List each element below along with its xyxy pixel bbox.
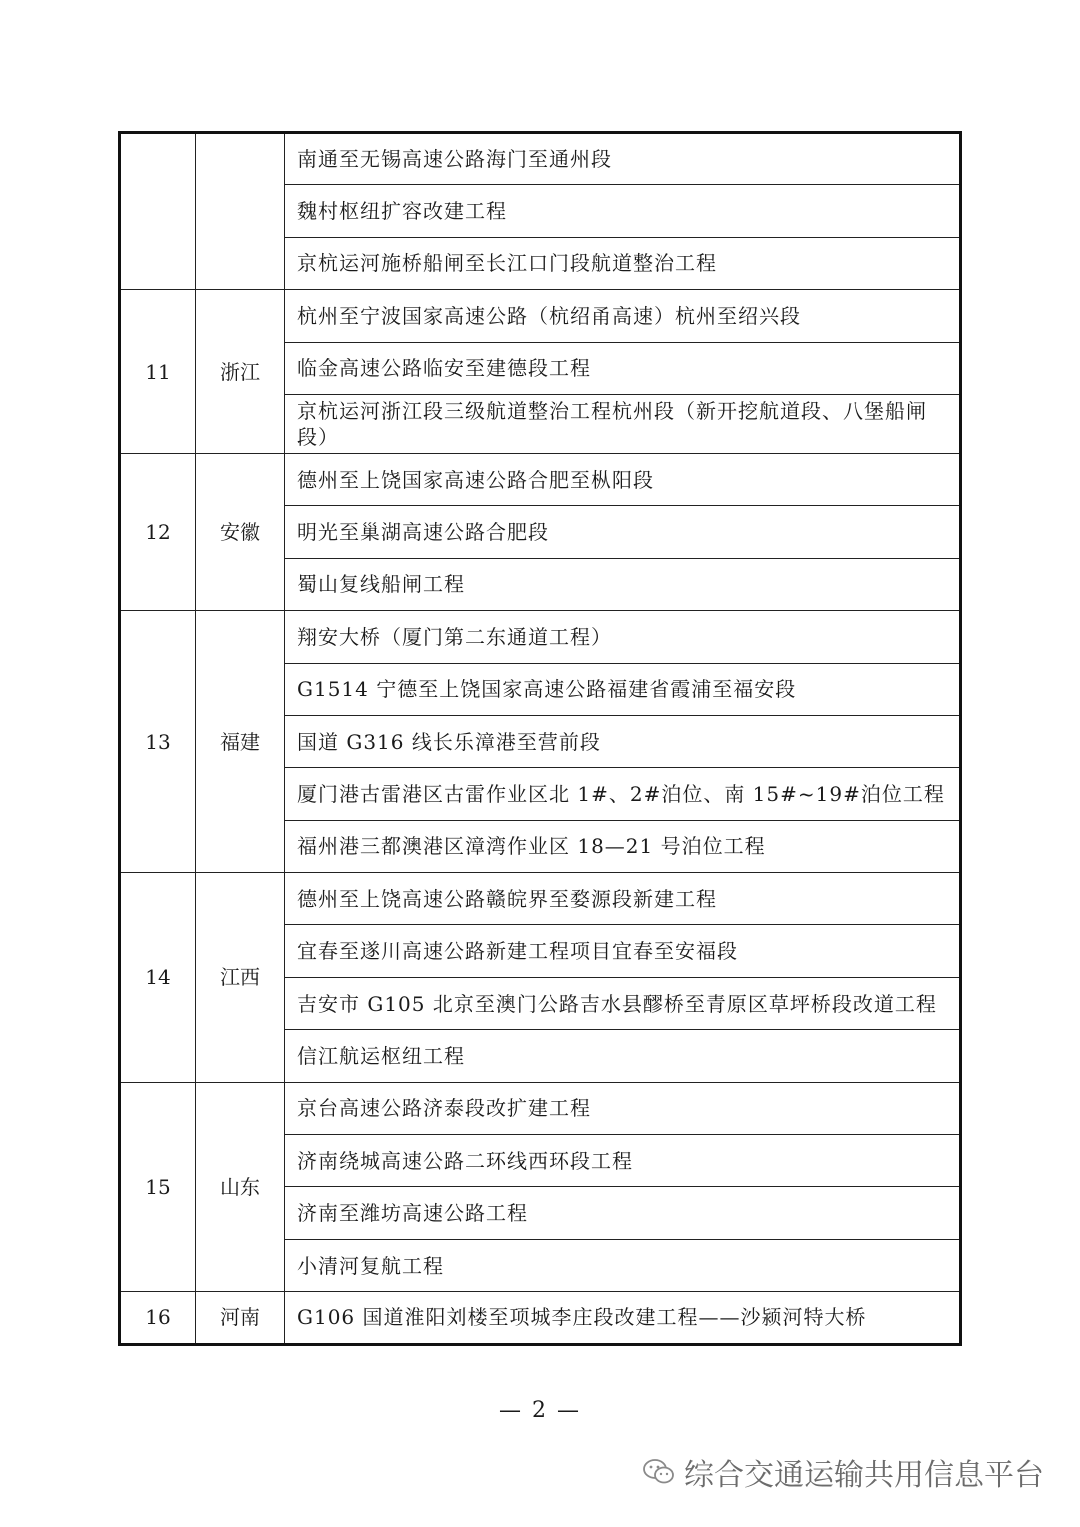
province-cell: 江西 bbox=[196, 873, 285, 1083]
row-number-cell: 13 bbox=[120, 611, 196, 873]
projects-table bbox=[118, 131, 962, 1346]
project-name-cell: 国道 G316 线长乐漳港至营前段 bbox=[285, 715, 961, 767]
table-body bbox=[120, 133, 961, 1345]
province-cell: 山东 bbox=[196, 1082, 285, 1292]
project-name-cell: 翔安大桥（厦门第二东通道工程） bbox=[285, 611, 961, 663]
project-name-cell: 南通至无锡高速公路海门至通州段 bbox=[285, 133, 961, 185]
project-name-cell: 小清河复航工程 bbox=[285, 1239, 961, 1291]
table-row bbox=[120, 873, 961, 925]
province-cell bbox=[196, 133, 285, 290]
project-name-cell: 明光至巢湖高速公路合肥段 bbox=[285, 506, 961, 558]
project-name-cell: 德州至上饶高速公路赣皖界至婺源段新建工程 bbox=[285, 873, 961, 925]
project-name-cell: 信江航运枢纽工程 bbox=[285, 1030, 961, 1082]
province-cell: 浙江 bbox=[196, 290, 285, 454]
project-name-cell: 福州港三都澳港区漳湾作业区 18—21 号泊位工程 bbox=[285, 820, 961, 872]
row-number-cell: 12 bbox=[120, 453, 196, 610]
wechat-icon bbox=[642, 1457, 676, 1487]
project-name-cell: 宜春至遂川高速公路新建工程项目宜春至安福段 bbox=[285, 925, 961, 977]
project-name-cell: G106 国道淮阳刘楼至项城李庄段改建工程——沙颍河特大桥 bbox=[285, 1292, 961, 1344]
project-name-cell: 京杭运河施桥船闸至长江口门段航道整治工程 bbox=[285, 237, 961, 289]
project-name-cell: 京杭运河浙江段三级航道整治工程杭州段（新开挖航道段、八堡船闸段） bbox=[285, 394, 961, 453]
table-row bbox=[120, 1082, 961, 1134]
project-name-cell: G1514 宁德至上饶国家高速公路福建省霞浦至福安段 bbox=[285, 663, 961, 715]
row-number-cell bbox=[120, 133, 196, 290]
table-row bbox=[120, 290, 961, 342]
table-row bbox=[120, 453, 961, 505]
project-name-cell: 厦门港古雷港区古雷作业区北 1#、2#泊位、南 15#~19#泊位工程 bbox=[285, 768, 961, 820]
row-number-cell: 11 bbox=[120, 290, 196, 454]
project-name-cell: 临金高速公路临安至建德段工程 bbox=[285, 342, 961, 394]
page-number: — 2 — bbox=[499, 1398, 581, 1423]
project-name-cell: 吉安市 G105 北京至澳门公路吉水县醪桥至青原区草坪桥段改道工程 bbox=[285, 977, 961, 1029]
project-name-cell: 京台高速公路济泰段改扩建工程 bbox=[285, 1082, 961, 1134]
table-row bbox=[120, 133, 961, 185]
row-number-cell: 16 bbox=[120, 1292, 196, 1344]
row-number-cell: 14 bbox=[120, 873, 196, 1083]
table-row bbox=[120, 1292, 961, 1344]
project-name-cell: 杭州至宁波国家高速公路（杭绍甬高速）杭州至绍兴段 bbox=[285, 290, 961, 342]
province-cell: 河南 bbox=[196, 1292, 285, 1344]
table-row bbox=[120, 611, 961, 663]
project-name-cell: 魏村枢纽扩容改建工程 bbox=[285, 185, 961, 237]
row-number-cell: 15 bbox=[120, 1082, 196, 1292]
watermark-text: 综合交通运输共用信息平台 bbox=[684, 1458, 1044, 1493]
project-name-cell: 济南绕城高速公路二环线西环段工程 bbox=[285, 1135, 961, 1187]
project-name-cell: 德州至上饶国家高速公路合肥至枞阳段 bbox=[285, 453, 961, 505]
project-name-cell: 蜀山复线船闸工程 bbox=[285, 558, 961, 610]
watermark bbox=[642, 1450, 1044, 1494]
province-cell: 福建 bbox=[196, 611, 285, 873]
project-name-cell: 济南至潍坊高速公路工程 bbox=[285, 1187, 961, 1239]
province-cell: 安徽 bbox=[196, 453, 285, 610]
